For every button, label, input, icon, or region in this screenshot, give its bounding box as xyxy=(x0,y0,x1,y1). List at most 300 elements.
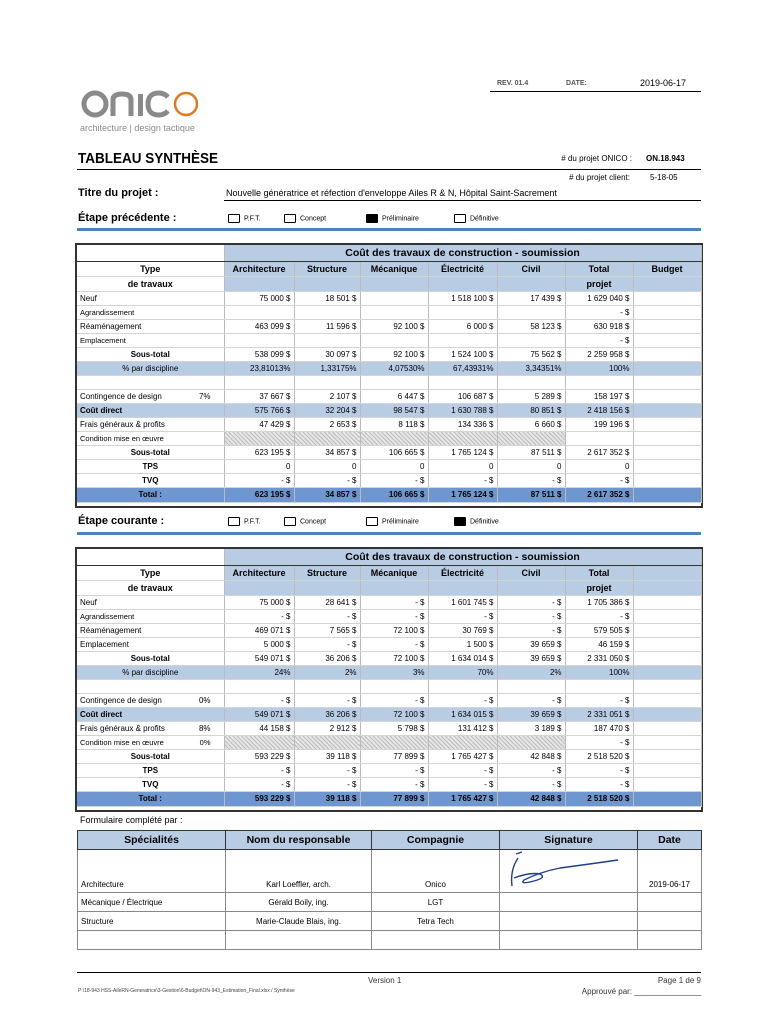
form-date[interactable] xyxy=(638,931,702,950)
project-title-rule xyxy=(224,200,701,201)
table-cell: 1 518 100 $ xyxy=(428,292,497,306)
column-header: de travaux xyxy=(77,581,224,596)
row-label-text: Contingence de design xyxy=(80,695,162,705)
table-cell: 469 071 $ xyxy=(224,624,294,638)
form-specialite: Architecture xyxy=(78,850,226,893)
table-cell: - $ xyxy=(428,764,497,778)
table-cell: 39 659 $ xyxy=(497,708,565,722)
table-cell xyxy=(633,708,701,722)
table-cell xyxy=(224,306,294,320)
table-cell: 2 418 156 $ xyxy=(565,404,633,418)
form-date[interactable] xyxy=(638,893,702,912)
table-cell: 80 851 $ xyxy=(497,404,565,418)
column-header xyxy=(428,581,497,596)
form-specialite xyxy=(78,931,226,950)
table-row xyxy=(77,446,701,460)
table-cell: 100% xyxy=(565,362,633,376)
table-cell: 549 071 $ xyxy=(224,708,294,722)
table-cell: 42 848 $ xyxy=(497,750,565,764)
row-label xyxy=(77,488,224,503)
table-cell: 6 660 $ xyxy=(497,418,565,432)
footer-rule xyxy=(77,972,701,973)
form-row xyxy=(78,912,702,931)
table-cell: 11 596 $ xyxy=(294,320,360,334)
form-nom[interactable] xyxy=(226,931,372,950)
column-header: Électricité xyxy=(428,566,497,581)
table-cell: 3% xyxy=(360,666,428,680)
form-compagnie[interactable] xyxy=(372,931,500,950)
table-cell: 1 524 100 $ xyxy=(428,348,497,362)
option-label: P.F.T. xyxy=(244,215,261,223)
column-header: Structure xyxy=(294,566,360,581)
table-cell xyxy=(360,736,428,750)
column-header xyxy=(633,277,701,292)
table-cell xyxy=(294,736,360,750)
table-cell: 92 100 $ xyxy=(360,348,428,362)
table-cell: 7 565 $ xyxy=(294,624,360,638)
table-cell xyxy=(360,306,428,320)
table-cell xyxy=(633,474,701,488)
previous-stage-preliminaire[interactable] xyxy=(366,214,454,223)
table-cell xyxy=(633,292,701,306)
table-row xyxy=(77,722,701,736)
table-cell: 593 229 $ xyxy=(224,750,294,764)
table-spacer xyxy=(77,245,224,262)
current-stage-concept[interactable] xyxy=(284,517,366,526)
table-cell xyxy=(633,488,701,503)
table-cell: - $ xyxy=(565,736,633,750)
table-row xyxy=(77,460,701,474)
row-percentage: 0% xyxy=(199,737,211,747)
column-header: Structure xyxy=(294,262,360,277)
row-label xyxy=(77,474,224,488)
table-cell: 2 259 958 $ xyxy=(565,348,633,362)
table-cell: 187 470 $ xyxy=(565,722,633,736)
table-cell xyxy=(633,750,701,764)
table-cell: - $ xyxy=(497,764,565,778)
row-label xyxy=(77,348,224,362)
checkbox-icon xyxy=(284,214,296,223)
table-cell: - $ xyxy=(565,334,633,348)
row-label-text: TPS xyxy=(142,461,159,471)
row-label-text: % par discipline xyxy=(122,667,179,677)
table-cell: - $ xyxy=(294,638,360,652)
table-cell: - $ xyxy=(428,694,497,708)
previous-stage-options xyxy=(228,214,524,223)
row-percentage: 0% xyxy=(198,695,211,705)
table-cell: 0 xyxy=(360,460,428,474)
table-row xyxy=(77,348,701,362)
table-cell xyxy=(360,680,428,694)
table-cell: - $ xyxy=(565,694,633,708)
table-row xyxy=(77,404,701,418)
row-label xyxy=(77,334,224,348)
client-project-label: # du projet client: xyxy=(569,173,630,182)
table-row xyxy=(77,708,701,722)
table-cell: 42 848 $ xyxy=(497,792,565,807)
checkbox-icon xyxy=(366,517,378,526)
table-row xyxy=(77,390,701,404)
table-cell: 24% xyxy=(224,666,294,680)
table-cell: 39 659 $ xyxy=(497,638,565,652)
table-cell: 44 158 $ xyxy=(224,722,294,736)
table-cell: - $ xyxy=(497,694,565,708)
column-header: Total xyxy=(565,566,633,581)
table-cell: - $ xyxy=(497,596,565,610)
row-label xyxy=(77,750,224,764)
table-cell: - $ xyxy=(294,610,360,624)
table-cell: 6 447 $ xyxy=(360,390,428,404)
table-cell: - $ xyxy=(360,778,428,792)
row-label xyxy=(77,792,224,807)
column-header xyxy=(633,581,701,596)
table-cell: 36 206 $ xyxy=(294,652,360,666)
table-cell xyxy=(633,460,701,474)
form-row xyxy=(78,931,702,950)
table-cell: 39 118 $ xyxy=(294,750,360,764)
checkbox-icon xyxy=(284,517,296,526)
row-label xyxy=(77,708,224,722)
table-cell xyxy=(633,390,701,404)
table-cell xyxy=(294,680,360,694)
row-label xyxy=(77,362,224,376)
row-label-text: Frais généraux & profits xyxy=(80,723,165,733)
table-cell: - $ xyxy=(294,474,360,488)
column-header: Type xyxy=(77,262,224,277)
form-nom[interactable]: Gérald Boily, ing. xyxy=(226,893,372,912)
table-cell: - $ xyxy=(497,610,565,624)
table-cell: 46 159 $ xyxy=(565,638,633,652)
column-subheader-row xyxy=(77,277,701,292)
column-header: Architecture xyxy=(224,566,294,581)
row-label xyxy=(77,652,224,666)
column-header xyxy=(360,581,428,596)
signature-field[interactable] xyxy=(500,912,638,931)
table-cell: - $ xyxy=(360,638,428,652)
row-label-text: Coût direct xyxy=(80,405,123,415)
row-percentage: 7% xyxy=(198,391,211,401)
column-header: Budget xyxy=(633,262,701,277)
version-label: Version 1 xyxy=(368,976,402,985)
table-cell xyxy=(497,306,565,320)
table-cell: 75 562 $ xyxy=(497,348,565,362)
table-cell xyxy=(633,652,701,666)
table-cell xyxy=(633,596,701,610)
table-row xyxy=(77,638,701,652)
table-cell xyxy=(565,432,633,446)
row-label xyxy=(77,778,224,792)
form-nom[interactable]: Karl Loeffler, arch. xyxy=(226,850,372,893)
form-row xyxy=(78,893,702,912)
row-label-text: Frais généraux & profits xyxy=(80,419,165,429)
column-header xyxy=(497,581,565,596)
table-cell: 549 071 $ xyxy=(224,652,294,666)
table-cell xyxy=(428,736,497,750)
previous-stage-pft[interactable] xyxy=(228,214,284,223)
option-label: Définitive xyxy=(470,518,499,526)
table-cell: 2 107 $ xyxy=(294,390,360,404)
table-cell: 2 331 051 $ xyxy=(565,708,633,722)
table-cell xyxy=(633,736,701,750)
signature-field[interactable] xyxy=(500,893,638,912)
row-label xyxy=(77,376,224,390)
row-label xyxy=(77,306,224,320)
table-cell: 0 xyxy=(497,460,565,474)
table-cell xyxy=(224,736,294,750)
row-label-text: TPS xyxy=(142,765,159,775)
checkbox-checked-icon xyxy=(454,517,466,526)
table-cell: 92 100 $ xyxy=(360,320,428,334)
table-cell: - $ xyxy=(224,764,294,778)
row-label xyxy=(77,292,224,306)
table-cell: 1 500 $ xyxy=(428,638,497,652)
option-label: Concept xyxy=(300,215,327,223)
table-row xyxy=(77,778,701,792)
table-cell xyxy=(360,292,428,306)
table-cell xyxy=(565,680,633,694)
table-cell: - $ xyxy=(497,474,565,488)
row-label-text: TVQ xyxy=(142,779,159,789)
table-row xyxy=(77,596,701,610)
table-cell: 1 705 386 $ xyxy=(565,596,633,610)
table-row xyxy=(77,680,701,694)
table-row xyxy=(77,750,701,764)
table-cell xyxy=(428,306,497,320)
table-cell: - $ xyxy=(224,610,294,624)
table-row xyxy=(77,666,701,680)
table-cell: 17 439 $ xyxy=(497,292,565,306)
table-title: Coût des travaux de construction - soumission xyxy=(224,549,701,566)
row-label xyxy=(77,404,224,418)
table-title: Coût des travaux de construction - soumission xyxy=(224,245,701,262)
row-label-text: Réaménagement xyxy=(80,625,142,635)
signature-field[interactable] xyxy=(500,850,638,893)
table-cell: 5 289 $ xyxy=(497,390,565,404)
row-label xyxy=(77,446,224,460)
table-cell: 2% xyxy=(294,666,360,680)
table-cell xyxy=(633,792,701,807)
row-label xyxy=(77,764,224,778)
table-cell xyxy=(633,764,701,778)
table-cell: 39 118 $ xyxy=(294,792,360,807)
table-cell: 75 000 $ xyxy=(224,292,294,306)
table-row xyxy=(77,306,701,320)
table-row xyxy=(77,764,701,778)
table-row xyxy=(77,488,701,503)
table-cell: - $ xyxy=(360,764,428,778)
table-cell: 32 204 $ xyxy=(294,404,360,418)
table-cell xyxy=(633,404,701,418)
table-cell xyxy=(294,432,360,446)
table-cell xyxy=(633,778,701,792)
column-header-row xyxy=(77,566,701,581)
column-header: Civil xyxy=(497,262,565,277)
row-label-text: Contingence de design xyxy=(80,391,162,401)
header-rule xyxy=(490,91,701,92)
row-label xyxy=(77,680,224,694)
current-stage-options xyxy=(228,517,524,526)
table-cell xyxy=(294,376,360,390)
table-cell: 2 653 $ xyxy=(294,418,360,432)
table-cell: 36 206 $ xyxy=(294,708,360,722)
table-cell: 18 501 $ xyxy=(294,292,360,306)
form-date[interactable] xyxy=(638,912,702,931)
date-label: DATE: xyxy=(566,80,587,87)
table-row xyxy=(77,610,701,624)
table-cell: 5 000 $ xyxy=(224,638,294,652)
row-label-text: Sous-total xyxy=(130,447,170,457)
file-path: P:\18-943 HSS-AileRN-Generatrice\3-Gestion\6-Budget\ON-943_Estimation_Final.xlsx / Synthèse xyxy=(78,988,295,994)
table-row xyxy=(77,376,701,390)
table-cell: 106 665 $ xyxy=(360,446,428,460)
table-cell: 98 547 $ xyxy=(360,404,428,418)
table-cell: - $ xyxy=(360,596,428,610)
row-label-text: Total : xyxy=(138,794,162,803)
table-row xyxy=(77,362,701,376)
table-cell: 575 766 $ xyxy=(224,404,294,418)
current-stage-label: Étape courante : xyxy=(78,515,165,527)
onico-project-label: # du projet ONICO : xyxy=(561,154,632,163)
table-cell: - $ xyxy=(565,764,633,778)
table-cell xyxy=(633,638,701,652)
table-cell: 1 629 040 $ xyxy=(565,292,633,306)
table-cell: 131 412 $ xyxy=(428,722,497,736)
previous-stage-definitive[interactable] xyxy=(454,214,524,223)
table-cell xyxy=(294,334,360,348)
table-cell: 1 601 745 $ xyxy=(428,596,497,610)
table-cell xyxy=(224,334,294,348)
form-nom[interactable]: Marie-Claude Blais, ing. xyxy=(226,912,372,931)
approved-by: Approuvé par: _______________ xyxy=(581,987,701,996)
table-cell: 158 197 $ xyxy=(565,390,633,404)
column-header: projet xyxy=(565,277,633,292)
table-cell xyxy=(633,680,701,694)
table-cell: 623 195 $ xyxy=(224,488,294,503)
table-cell xyxy=(497,736,565,750)
table-cell: 2 331 050 $ xyxy=(565,652,633,666)
table-cell xyxy=(633,432,701,446)
table-row xyxy=(77,652,701,666)
row-label xyxy=(77,390,224,404)
table-cell: 39 659 $ xyxy=(497,652,565,666)
form-row xyxy=(78,850,702,893)
current-stage-pft[interactable] xyxy=(228,517,284,526)
column-subheader-row xyxy=(77,581,701,596)
table-cell: 4,07530% xyxy=(360,362,428,376)
column-header: Type xyxy=(77,566,224,581)
column-header xyxy=(224,277,294,292)
table-cell xyxy=(633,610,701,624)
table-cell: 5 798 $ xyxy=(360,722,428,736)
table-cell: 30 097 $ xyxy=(294,348,360,362)
form-compagnie[interactable]: Onico xyxy=(372,850,500,893)
table-cell: 2 518 520 $ xyxy=(565,750,633,764)
table-cell: - $ xyxy=(497,624,565,638)
form-date[interactable]: 2019-06-17 xyxy=(638,850,702,893)
table-cell: 77 899 $ xyxy=(360,750,428,764)
current-stage-preliminaire[interactable] xyxy=(366,517,454,526)
signature-image xyxy=(500,850,630,890)
signature-field[interactable] xyxy=(500,931,638,950)
form-header-specialites: Spécialités xyxy=(78,831,226,850)
row-label xyxy=(77,624,224,638)
table-cell: 6 000 $ xyxy=(428,320,497,334)
table-cell: 2 518 520 $ xyxy=(565,792,633,807)
table-cell xyxy=(633,418,701,432)
row-label-text: Condition mise en œuvre xyxy=(80,433,164,443)
checkbox-icon xyxy=(228,214,240,223)
column-header: projet xyxy=(565,581,633,596)
table-row xyxy=(77,432,701,446)
column-header: Civil xyxy=(497,566,565,581)
column-header xyxy=(294,581,360,596)
option-label: Définitive xyxy=(470,215,499,223)
table-row xyxy=(77,694,701,708)
previous-stage-concept[interactable] xyxy=(284,214,366,223)
table-cell: 70% xyxy=(428,666,497,680)
table-cell xyxy=(633,320,701,334)
section-divider xyxy=(77,532,701,535)
row-label xyxy=(77,638,224,652)
table-cell: - $ xyxy=(294,778,360,792)
table-cell xyxy=(497,432,565,446)
table-cell: - $ xyxy=(428,474,497,488)
table-cell xyxy=(360,376,428,390)
previous-stage-cost-table xyxy=(77,245,702,503)
table-cell: 1 765 124 $ xyxy=(428,488,497,503)
table-cell xyxy=(360,432,428,446)
table-cell xyxy=(633,694,701,708)
table-row xyxy=(77,320,701,334)
table-cell: 77 899 $ xyxy=(360,792,428,807)
row-label xyxy=(77,320,224,334)
form-compagnie[interactable]: Tetra Tech xyxy=(372,912,500,931)
row-label-text: Condition mise en œuvre xyxy=(80,737,164,747)
row-label-text: Total : xyxy=(138,490,162,499)
table-spacer xyxy=(77,549,224,566)
row-label xyxy=(77,666,224,680)
table-cell xyxy=(294,306,360,320)
checkbox-checked-icon xyxy=(366,214,378,223)
table-cell: 199 196 $ xyxy=(565,418,633,432)
table-cell: 34 857 $ xyxy=(294,488,360,503)
row-label-text: Emplacement xyxy=(80,639,129,649)
table-cell: 134 336 $ xyxy=(428,418,497,432)
table-cell xyxy=(633,446,701,460)
table-cell: 2 617 352 $ xyxy=(565,446,633,460)
table-cell: 1 765 124 $ xyxy=(428,446,497,460)
table-cell xyxy=(428,680,497,694)
table-cell: 2% xyxy=(497,666,565,680)
table-cell: - $ xyxy=(428,610,497,624)
completed-by-form xyxy=(77,830,702,950)
table-cell: 0 xyxy=(294,460,360,474)
row-label xyxy=(77,694,224,708)
table-cell: - $ xyxy=(428,778,497,792)
table-cell xyxy=(633,348,701,362)
client-project-number: 5-18-05 xyxy=(650,173,678,182)
project-title-value: Nouvelle génératrice et réfection d'enveloppe Ailes R & N, Hôpital Saint-Sacrement xyxy=(226,188,557,198)
form-compagnie[interactable]: LGT xyxy=(372,893,500,912)
table-cell xyxy=(633,722,701,736)
table-cell: - $ xyxy=(294,694,360,708)
table-cell: 463 099 $ xyxy=(224,320,294,334)
table-cell xyxy=(633,306,701,320)
table-cell xyxy=(428,432,497,446)
current-stage-definitive[interactable] xyxy=(454,517,524,526)
table-cell: 623 195 $ xyxy=(224,446,294,460)
table-cell: 1,33175% xyxy=(294,362,360,376)
